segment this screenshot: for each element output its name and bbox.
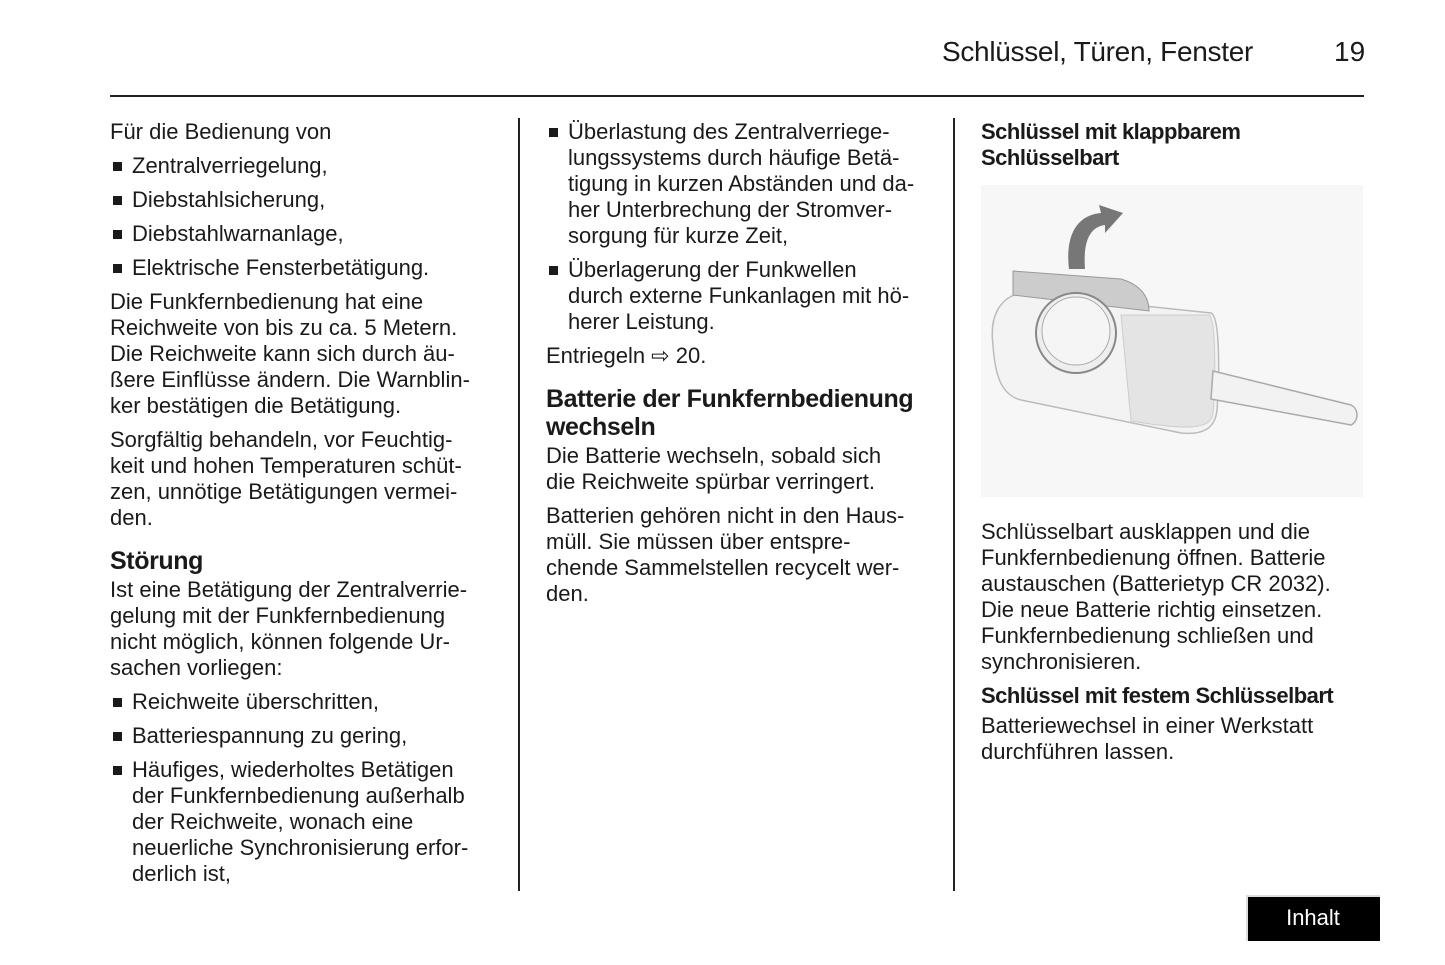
intro-text: Für die Bedienung von (110, 119, 332, 144)
column-divider (518, 118, 520, 891)
column-divider (953, 118, 955, 891)
paragraph: Sorgfältig behandeln, vor Feuchtig- keit und hohen Temperaturen schüt- zen, unnötige Betätigungen vermei- den. (110, 427, 462, 530)
column-3 (981, 119, 1371, 773)
contents-button[interactable]: Inhalt (1246, 895, 1380, 941)
chapter-title: Schlüssel, Türen, Fenster (941, 36, 1253, 67)
column-2 (546, 119, 946, 615)
list-item: Häufiges, wiederholtes Betätigen der Funkfernbedienung außerhalb der Reichweite, wonach eine neuerliche Synchronisierung erfor- derlich ist, (110, 757, 510, 887)
section-heading: Batterie der Funkfernbedienung wechseln (546, 385, 914, 441)
folding-key-image (981, 185, 1363, 497)
list-item: Überlastung des Zentralverriege- lungssystems durch häufige Betä- tigung in kurzen Abständen und da- her Unterbrechung der Stromver- sorgung für kurze Zeit, (546, 119, 946, 249)
paragraph: Die Batterie wechseln, sobald sich die Reichweite spürbar verringert. (546, 443, 882, 494)
paragraph: Ist eine Betätigung der Zentralverrie- gelung mit der Funkfernbedienung nicht möglich, können folgende Ur- sachen vorliegen: (110, 577, 468, 680)
list-item: Überlagerung der Funkwellen durch externe Funkanlagen mit hö- herer Leistung. (546, 257, 946, 335)
subsection-heading: Schlüssel mit klappbarem Schlüsselbart (981, 119, 1241, 170)
list-item: Elektrische Fensterbetätigung. (110, 255, 510, 281)
list-item: Zentralverriegelung, (110, 153, 510, 179)
header-rule (110, 95, 1364, 97)
subsection-heading: Schlüssel mit festem Schlüsselbart (981, 683, 1334, 708)
paragraph: Batteriewechsel in einer Werkstatt durchführen lassen. (981, 713, 1314, 764)
list-item: Batteriespannung zu gering, (110, 723, 510, 749)
paragraph: Batterien gehören nicht in den Haus- müll. Sie müssen über entspre- chende Sammelstellen recycelt wer- den. (546, 503, 905, 606)
key-battery-illustration (981, 185, 1363, 497)
section-heading: Störung (110, 547, 204, 575)
paragraph: Die Funkfernbedienung hat eine Reichweite von bis zu ca. 5 Metern. Die Reichweite kann sich durch äu- ßere Einflüsse ändern. Die Warnblin- ker bestätigen die Betätigung. (110, 289, 470, 418)
page-number: 19 (1334, 36, 1366, 67)
cross-reference-link[interactable]: Entriegeln ⇨ 20. (546, 343, 707, 368)
list-item: Diebstahlsicherung, (110, 187, 510, 213)
column-1 (110, 119, 510, 895)
list-item: Diebstahlwarnanlage, (110, 221, 510, 247)
paragraph: Schlüsselbart ausklappen und die Funkfernbedienung öffnen. Batterie austauschen (Batterietyp CR 2032). Die neue Batterie richtig einsetzen. Funkfernbedienung schließen und synchronisieren. (981, 519, 1331, 674)
list-item: Reichweite überschritten, (110, 689, 510, 715)
